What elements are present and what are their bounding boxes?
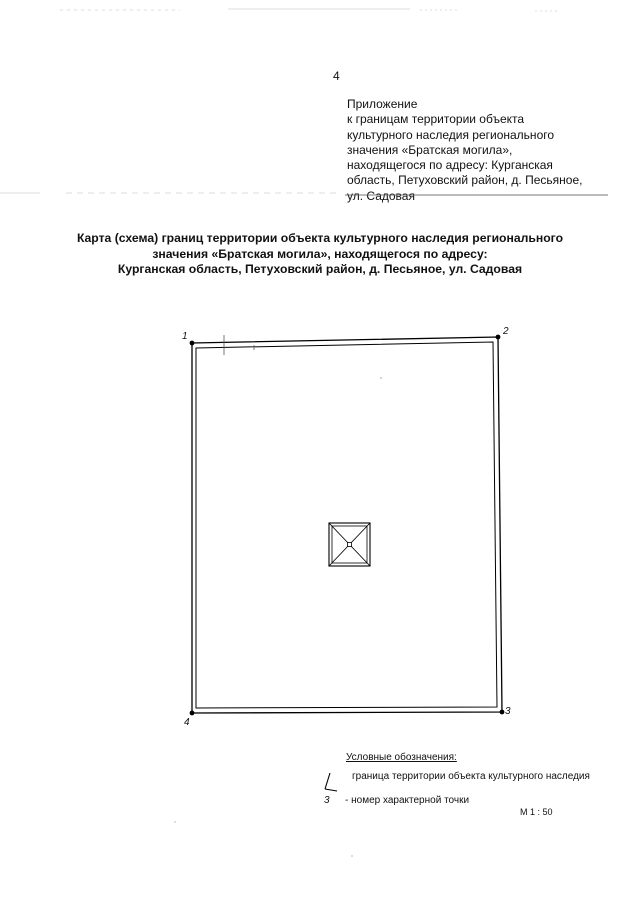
point-label-4: 4 [184, 717, 190, 728]
point-label-3: 3 [505, 706, 511, 717]
legend-title: Условные обозначения: [346, 752, 457, 763]
appendix-line: область, Петуховский район, д. Песьяное, [347, 173, 583, 188]
appendix-line: ул. Садовая [347, 188, 415, 203]
point-label-2: 2 [503, 326, 509, 337]
appendix-line: к границам территории объекта [347, 112, 525, 127]
map-title-line: Курганская область, Петуховский район, д. Песьяное, ул. Садовая [117, 262, 523, 276]
page-number: 4 [333, 69, 340, 83]
appendix-line: Приложение [347, 97, 418, 111]
territory-boundary-inner [196, 342, 497, 708]
point-label-1: 1 [182, 331, 188, 342]
point-marker-1 [190, 341, 195, 346]
legend-boundary-label: граница территории объекта культурного наследия [352, 771, 590, 782]
appendix-line: находящегося по адресу: Курганская [347, 158, 553, 173]
legend-boundary-sample [325, 773, 337, 791]
scan-dot [174, 821, 175, 822]
territory-boundary-outer [192, 337, 502, 713]
legend-point-label: - номер характерной точки [345, 795, 470, 806]
scan-artifacts [0, 9, 608, 195]
point-marker-4 [190, 711, 195, 716]
point-marker-2 [496, 335, 501, 340]
map-scale: М 1 : 50 [520, 807, 553, 817]
legend-point-sample: 3 [324, 795, 330, 806]
point-marker-3 [500, 710, 505, 715]
map-dot [380, 377, 381, 378]
map-title-line: значения «Братская могила», находящегося по адресу: [152, 246, 488, 261]
map-title-line: Карта (схема) границ территории объекта культурного наследия регионального [76, 231, 564, 245]
scan-dot [351, 855, 352, 856]
appendix-line: значения «Братская могила», [347, 142, 513, 157]
appendix-line: культурного наследия регионального [347, 127, 555, 142]
monument-icon [329, 523, 370, 566]
